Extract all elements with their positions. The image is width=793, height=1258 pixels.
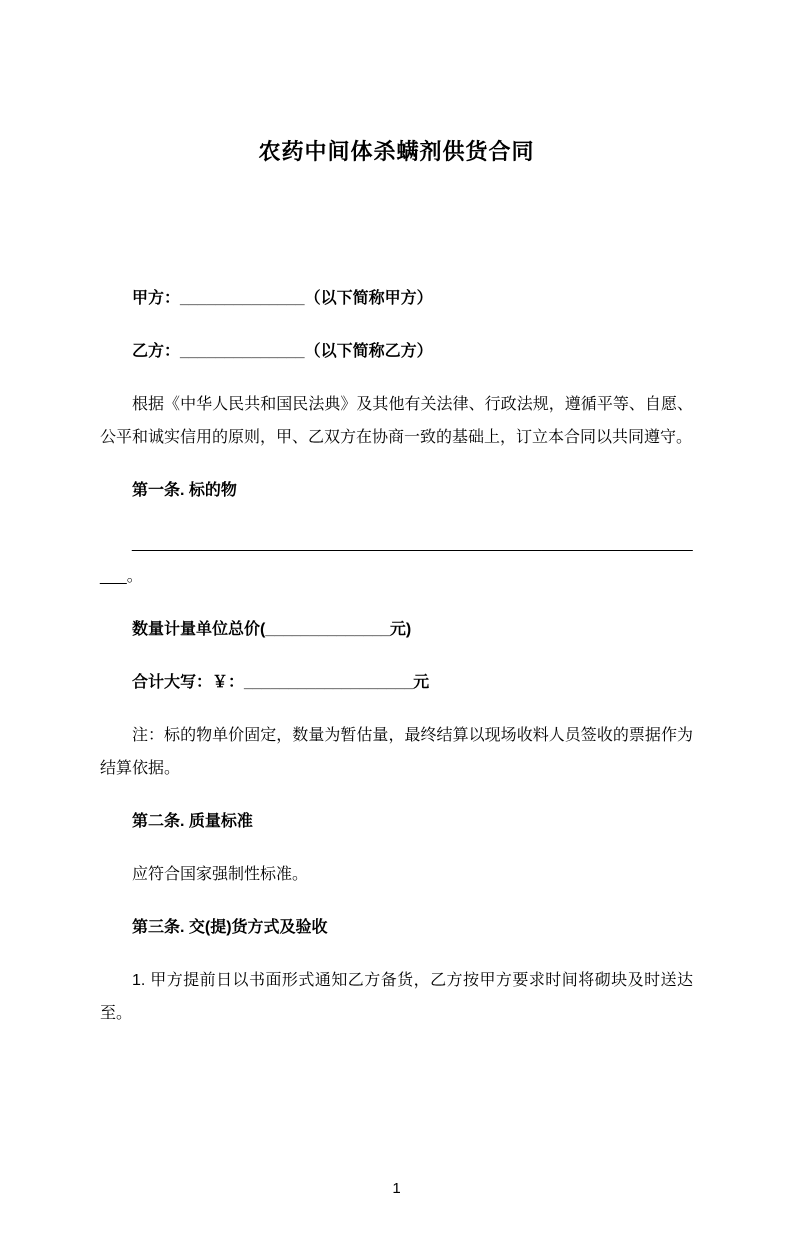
page-number: 1	[392, 1180, 401, 1197]
preamble-paragraph: 根据《中华人民共和国民法典》及其他有关法律、行政法规，遵循平等、自愿、公平和诚实信用的原则，甲、乙双方在协商一致的基础上，订立本合同以共同遵守。	[100, 396, 693, 446]
clause-2-heading: 第二条. 质量标准	[132, 813, 253, 830]
contract-document	[0, 136, 793, 1030]
document-title: 农药中间体杀螨剂供货合同	[258, 139, 535, 164]
note-paragraph: 注：标的物单价固定，数量为暂估量，最终结算以现场收料人员签收的票据作为结算依据。	[100, 727, 693, 777]
total-amount-in-words-line: 合计大写：￥：___________________元	[132, 674, 430, 691]
clause-3-item-1: 1. 甲方提前日以书面形式通知乙方备货，乙方按甲方要求时间将砌块及时送达至。	[100, 972, 693, 1022]
party-a-line: 甲方：______________（以下简称甲方）	[132, 290, 433, 307]
party-b-line: 乙方：______________（以下简称乙方）	[132, 343, 433, 360]
subject-blank-line: __________________________________________________________________。	[100, 535, 693, 585]
clause-1-heading: 第一条. 标的物	[132, 482, 237, 499]
clause-2-body: 应符合国家强制性标准。	[132, 866, 309, 883]
quantity-unit-price-line: 数量计量单位总价(______________元)	[132, 621, 412, 638]
clause-3-heading: 第三条. 交(提)货方式及验收	[132, 919, 328, 936]
